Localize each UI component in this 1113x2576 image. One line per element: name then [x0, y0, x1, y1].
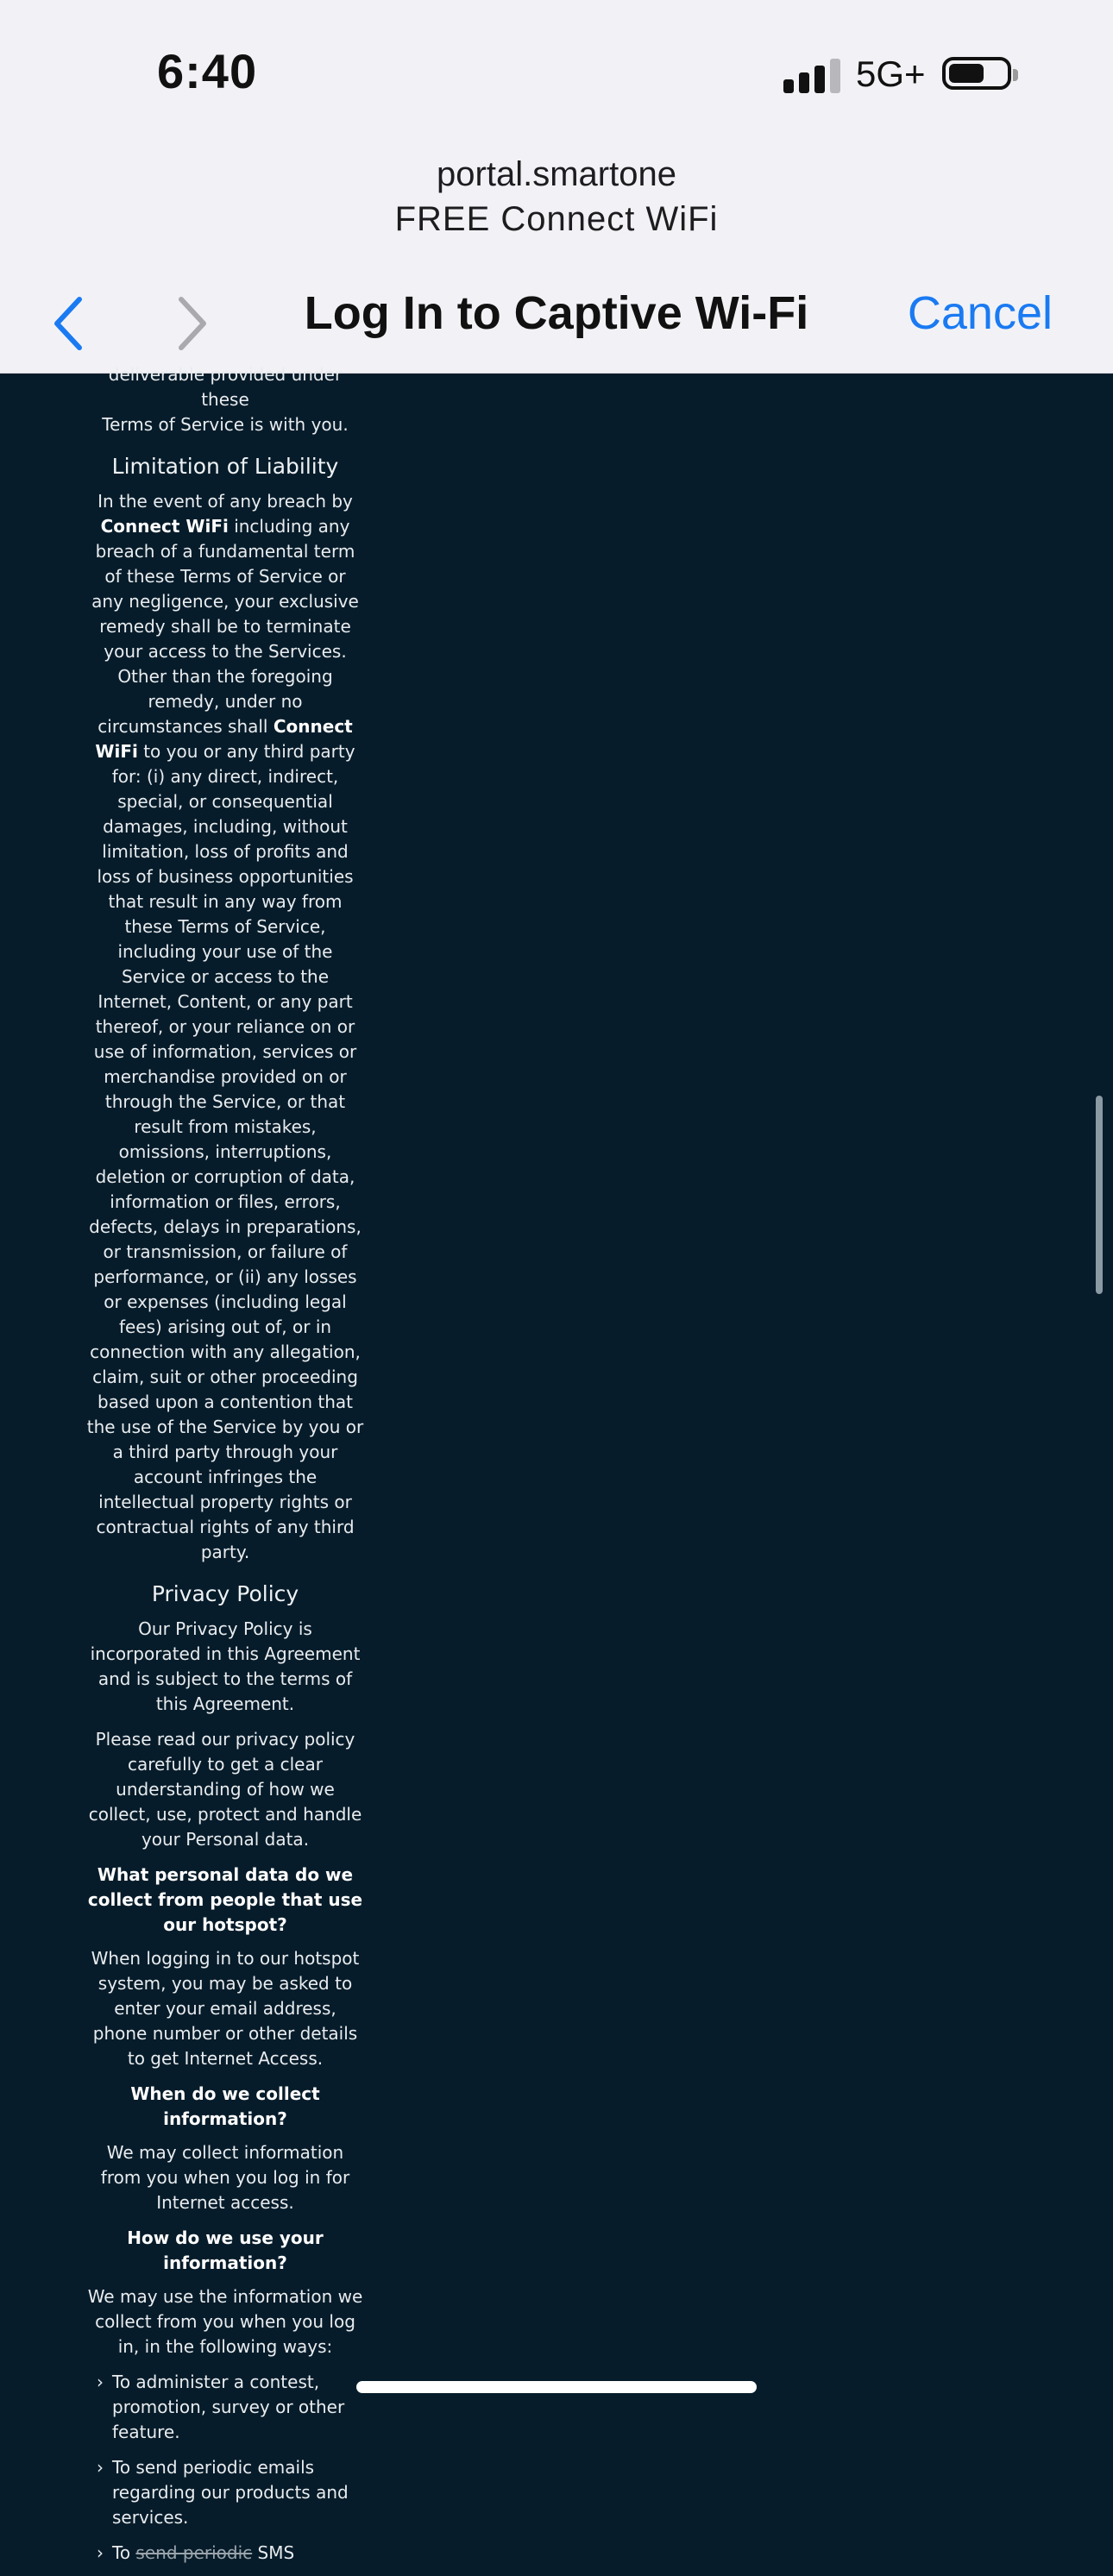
chevron-right-icon: › [97, 2457, 104, 2478]
portal-url: portal.smartone [437, 155, 676, 193]
faq-answer: We may collect information from you when you log in for Internet access. [100, 2142, 350, 2213]
list-item: › To send periodic emails regarding our products and services. [97, 2457, 349, 2528]
section-heading-liability: Limitation of Liability [111, 454, 339, 479]
chevron-right-icon: › [97, 2542, 104, 2563]
privacy-paragraph: Our Privacy Policy is incorporated in this Agreement and is subject to the terms of this Agreement. [90, 1618, 361, 1714]
network-type: 5G+ [856, 53, 926, 94]
home-indicator[interactable] [356, 2381, 757, 2393]
page-title: Log In to Captive Wi-Fi [304, 287, 809, 339]
usage-list [86, 2370, 364, 2566]
faq-question: When do we collect information? [130, 2083, 320, 2129]
liability-paragraph: In the event of any breach by Connect WiFi including any breach of a fundamental term of these Terms of Service or any negligence, your exclusive remedy shall be to terminate your access to the Services. Other than the foregoing remedy, under no circumstances shall Connect WiFi to you or any third party for: (i) any direct, indirect, special, or consequential damages, including, without limitation, loss of profits and loss of business opportunities that result in any way from these Terms of Service, including your use of the Service or access to the Internet, Content, or any part thereof, or your reliance on or use of information, services or merchandise provided on or through the Service, or that result from mistakes, omissions, interruptions, deletion or corruption of data, information or files, errors, defects, delays in preparations, or transmission, or failure of performance, or (ii) any losses or expenses (including legal fees) arising out of, or in connection with any allegation, claim, suit or other proceeding based upon a contention that the use of the Service by you or a third party through your account infringes the intellectual property rights or contractual rights of any third party. [86, 491, 364, 1562]
list-item: › To administer a contest, promotion, survey or other feature. [97, 2372, 345, 2442]
network-name: FREE Connect WiFi [394, 200, 719, 238]
terms-text: deliverable provided under these Terms of Service is with you. [102, 364, 349, 435]
terms-content [86, 362, 364, 2576]
list-item: › To send periodic SMS [86, 2541, 364, 2566]
faq-question: How do we use your information? [127, 2227, 324, 2273]
status-time: 6:40 [157, 44, 258, 98]
faq-answer: We may use the information we collect from you when you log in, in the following ways: [87, 2286, 363, 2357]
status-bar [0, 0, 1113, 138]
cancel-button[interactable]: Cancel [907, 287, 1053, 339]
battery-icon [942, 57, 1011, 90]
section-heading-privacy: Privacy Policy [151, 1581, 299, 1606]
chevron-right-icon: › [97, 2372, 104, 2392]
captive-portal-header [0, 138, 1113, 374]
scrollbar[interactable] [1096, 1096, 1103, 1294]
privacy-paragraph: Please read our privacy policy carefully to get a clear understanding of how we collect, use, protect and handle your Personal data. [88, 1729, 362, 1850]
cellular-signal-icon [783, 57, 842, 93]
faq-answer: When logging in to our hotspot system, you may be asked to enter your email address, phone number or other details to get Internet Access. [91, 1948, 360, 2069]
faq-question: What personal data do we collect from people that use our hotspot? [87, 1864, 363, 1935]
